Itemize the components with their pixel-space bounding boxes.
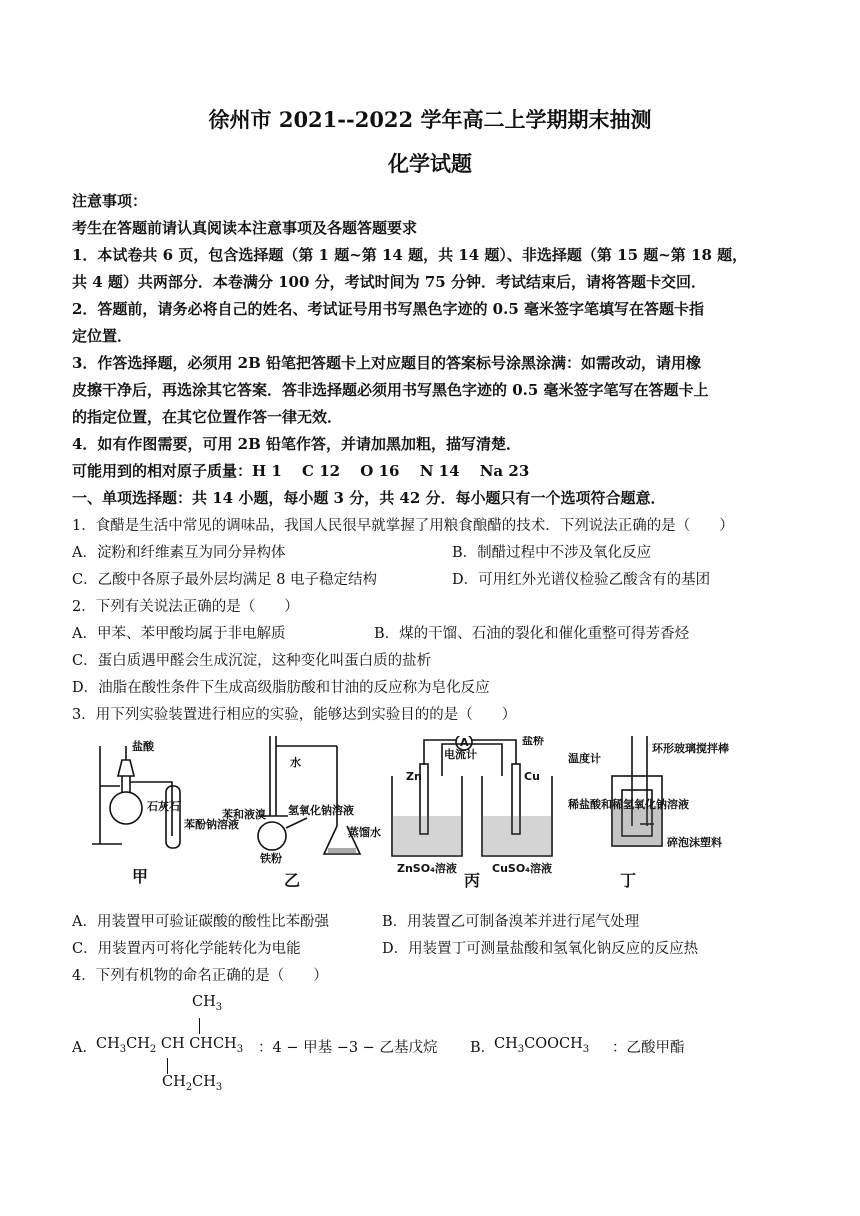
q1-option-c: C．乙酸中各原子最外层均满足 8 电子稳定结构	[72, 572, 378, 588]
notice-item-3a: 3．作答选择题，必须用 2B 铅笔把答题卡上对应题目的答案标号涂黑涂满：如需改动，请用橡	[72, 354, 702, 372]
q2-option-d: D．油脂在酸性条件下生成高级脂肪酸和甘油的反应称为皂化反应	[72, 680, 490, 696]
label-stirrer: 环形玻璃搅拌棒	[652, 742, 729, 755]
bond-line-down	[167, 1058, 168, 1074]
question-3-stem: 3．用下列实验装置进行相应的实验，能够达到实验目的的是（ ）	[72, 707, 517, 723]
exam-title: 徐州市 2021--2022 学年高二上学期期末抽测	[208, 107, 652, 132]
notice-intro: 考生在答题前请认真阅读本注意事项及各题答题要求	[72, 219, 418, 237]
label-znso4: ZnSO₄溶液	[397, 862, 457, 875]
label-mixture: 稀盐酸和稀氢氧化钠溶液	[568, 798, 689, 811]
label-benzene: 苯和液溴	[222, 808, 266, 821]
q2-option-c: C．蛋白质遇甲醛会生成沉淀，这种变化叫蛋白质的盐析	[72, 653, 432, 669]
label-naoh: 氢氧化钠溶液	[288, 804, 354, 817]
label-limestone: 石灰石	[147, 800, 180, 813]
label-cuso4: CuSO₄溶液	[492, 862, 552, 875]
atomic-mass-line: 可能用到的相对原子质量：H 1 C 12 O 16 N 14 Na 23	[72, 462, 530, 480]
question-4-stem: 4．下列有机物的命名正确的是（ ）	[72, 968, 328, 984]
label-foam: 碎泡沫塑料	[667, 836, 722, 849]
label-zn: Zn	[406, 770, 422, 783]
label-water: 水	[290, 756, 301, 769]
q3-option-d: D．用装置丁可测量盐酸和氢氧化钠反应的反应热	[382, 941, 699, 957]
figure-label-yi: 乙	[284, 871, 301, 890]
label-phenol: 苯酚钠溶液	[184, 818, 239, 831]
q4-option-a-formula: $CH_3CH_2$ CH $CHCH_3$	[96, 1036, 244, 1055]
figure-label-jia: 甲	[132, 867, 149, 886]
q2-option-a: A．甲苯、苯甲酸均属于非电解质	[72, 626, 286, 642]
apparatus-drawing	[92, 736, 782, 888]
q3-option-b: B．用装置乙可制备溴苯并进行尾气处理	[382, 914, 640, 930]
label-meter: 电流计	[444, 748, 477, 761]
notice-item-4: 4．如有作图需要，可用 2B 铅笔作答，并请加黑加粗，描写清楚．	[72, 435, 521, 453]
q1-option-d: D．可用红外光谱仪检验乙酸含有的基团	[452, 572, 711, 588]
q4-option-b-label: B．	[470, 1040, 496, 1056]
figure-label-bing: 丙	[464, 871, 481, 890]
bond-line-up	[199, 1018, 200, 1034]
label-bridge: 盐桥	[522, 736, 544, 747]
apparatus-figure	[92, 736, 782, 888]
notice-item-1a: 1．本试卷共 6 页，包含选择题（第 1 题~第 14 题，共 14 题）、非选择题（第 15 题~第 18 题，	[72, 246, 748, 264]
figure-label-ding: 丁	[620, 871, 637, 890]
notice-item-2b: 定位置．	[72, 327, 133, 345]
section-heading: 一、单项选择题：共 14 小题，每小题 3 分，共 42 分．每小题只有一个选项符合题意．	[72, 489, 666, 507]
q4-option-a-name: ：4 − 甲基 −3 − 乙基戊烷	[258, 1040, 438, 1056]
label-fe: 铁粉	[260, 852, 282, 865]
label-distilled: 蒸馏水	[348, 826, 381, 839]
notice-item-2a: 2．答题前，请务必将自己的姓名、考试证号用书写黑色字迹的 0.5 毫米签字笔填写在答题卡指	[72, 300, 704, 318]
label-thermometer: 温度计	[568, 752, 601, 765]
q4-option-b-name: ：乙酸甲酯	[612, 1040, 685, 1056]
label-ammeter: A	[460, 736, 469, 749]
branch-ch3: $CH_3$	[192, 994, 223, 1013]
notice-item-3b: 皮擦干净后，再选涂其它答案．答非选择题必须用书写黑色字迹的 0.5 毫米签字笔写在答题卡上	[72, 381, 709, 399]
q4-option-b-formula: $CH_3COOCH_3$	[494, 1036, 590, 1055]
notice-item-3c: 的指定位置，在其它位置作答一律无效．	[72, 408, 343, 426]
notice-heading: 注意事项：	[72, 192, 148, 210]
q2-option-b: B．煤的干馏、石油的裂化和催化重整可得芳香烃	[374, 626, 690, 642]
branch-ch2ch3: $CH_2CH_3$	[162, 1074, 223, 1093]
q3-option-a: A．用装置甲可验证碳酸的酸性比苯酚强	[72, 914, 329, 930]
q4-option-a-label: A．	[72, 1040, 97, 1056]
label-cu: Cu	[524, 770, 540, 783]
q1-option-a: A．淀粉和纤维素互为同分异构体	[72, 545, 286, 561]
label-hcl: 盐酸	[132, 740, 154, 753]
notice-item-1b: 共 4 题）共两部分．本卷满分 100 分，考试时间为 75 分钟．考试结束后，请将答题卡交回．	[72, 273, 706, 291]
question-2-stem: 2．下列有关说法正确的是（ ）	[72, 599, 299, 615]
q3-option-c: C．用装置丙可将化学能转化为电能	[72, 941, 301, 957]
exam-subject: 化学试题	[388, 151, 472, 176]
question-1-stem: 1．食醋是生活中常见的调味品，我国人民很早就掌握了用粮食酿醋的技术．下列说法正确的是（ ）	[72, 518, 734, 534]
q1-option-b: B．制醋过程中不涉及氧化反应	[452, 545, 652, 561]
